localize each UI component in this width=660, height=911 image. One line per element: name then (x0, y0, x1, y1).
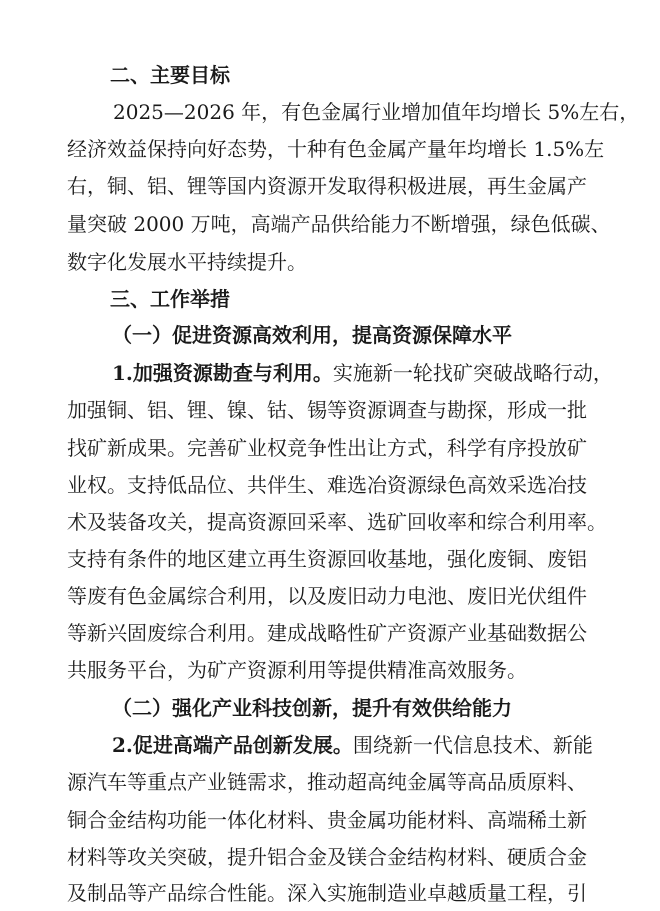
section-title-work-measures: 三、工作举措 (110, 287, 230, 311)
item1-line-8: 等新兴固废综合利用。建成战略性矿产资源产业基础数据公 (67, 621, 587, 645)
subsection-title-innovation: （二）强化产业科技创新，提升有效供给能力 (112, 696, 512, 720)
subsection-title-resources: （一）促进资源高效利用，提高资源保障水平 (112, 323, 512, 347)
item1-first-rest: 实施新一轮找矿突破战略行动， (332, 361, 613, 385)
item2-line-4: 材料等攻关突破，提升铝合金及镁合金结构材料、硬质合金 (67, 845, 587, 869)
item1-line-6: 支持有条件的地区建立再生资源回收基地，强化废铜、废铝 (67, 547, 587, 571)
item2-first-rest: 围绕新一代信息技术、新能 (352, 733, 593, 757)
item2-line-2: 源汽车等重点产业链需求，推动超高纯金属等高品质原料、 (67, 770, 587, 794)
item1-lead: 1.加强资源勘查与利用。 (112, 361, 333, 385)
item2-lead: 2.促进高端产品创新发展。 (112, 733, 353, 757)
item1-first-line (112, 355, 613, 391)
item1-line-4: 业权。支持低品位、共伴生、难选冶资源绿色高效采选冶技 (67, 473, 587, 497)
item2-line-5: 及制品等产品综合性能。深入实施制造业卓越质量工程，引 (67, 881, 587, 905)
item1-line-7: 等废有色金属综合利用，以及废旧动力电池、废旧光伏组件 (67, 584, 587, 608)
goal-paragraph-line-1: 2025—2026 年，有色金属行业增加值年均增长 5%左右， (113, 100, 640, 124)
item1-line-5: 术及装备攻关，提高资源回采率、选矿回收率和综合利用率。 (67, 510, 607, 534)
goal-paragraph-line-4: 量突破 2000 万吨，高端产品供给能力不断增强，绿色低碳、 (67, 212, 611, 236)
item2-first-line (112, 727, 593, 763)
goal-paragraph-line-3: 右，铜、铝、锂等国内资源开发取得积极进展，再生金属产 (67, 174, 587, 198)
goal-paragraph-line-2: 经济效益保持向好态势，十种有色金属产量年均增长 1.5%左 (67, 137, 605, 161)
item1-line-2: 加强铜、铝、锂、镍、钴、锡等资源调查与勘探，形成一批 (67, 398, 587, 422)
section-title-main-goals: 二、主要目标 (110, 63, 230, 87)
item2-line-3: 铜合金结构功能一体化材料、贵金属功能材料、高端稀土新 (67, 808, 587, 832)
item1-line-9: 共服务平台，为矿产资源利用等提供精准高效服务。 (67, 658, 527, 682)
item1-line-3: 找矿新成果。完善矿业权竞争性出让方式，科学有序投放矿 (67, 436, 587, 460)
goal-paragraph-line-5: 数字化发展水平持续提升。 (67, 250, 307, 274)
